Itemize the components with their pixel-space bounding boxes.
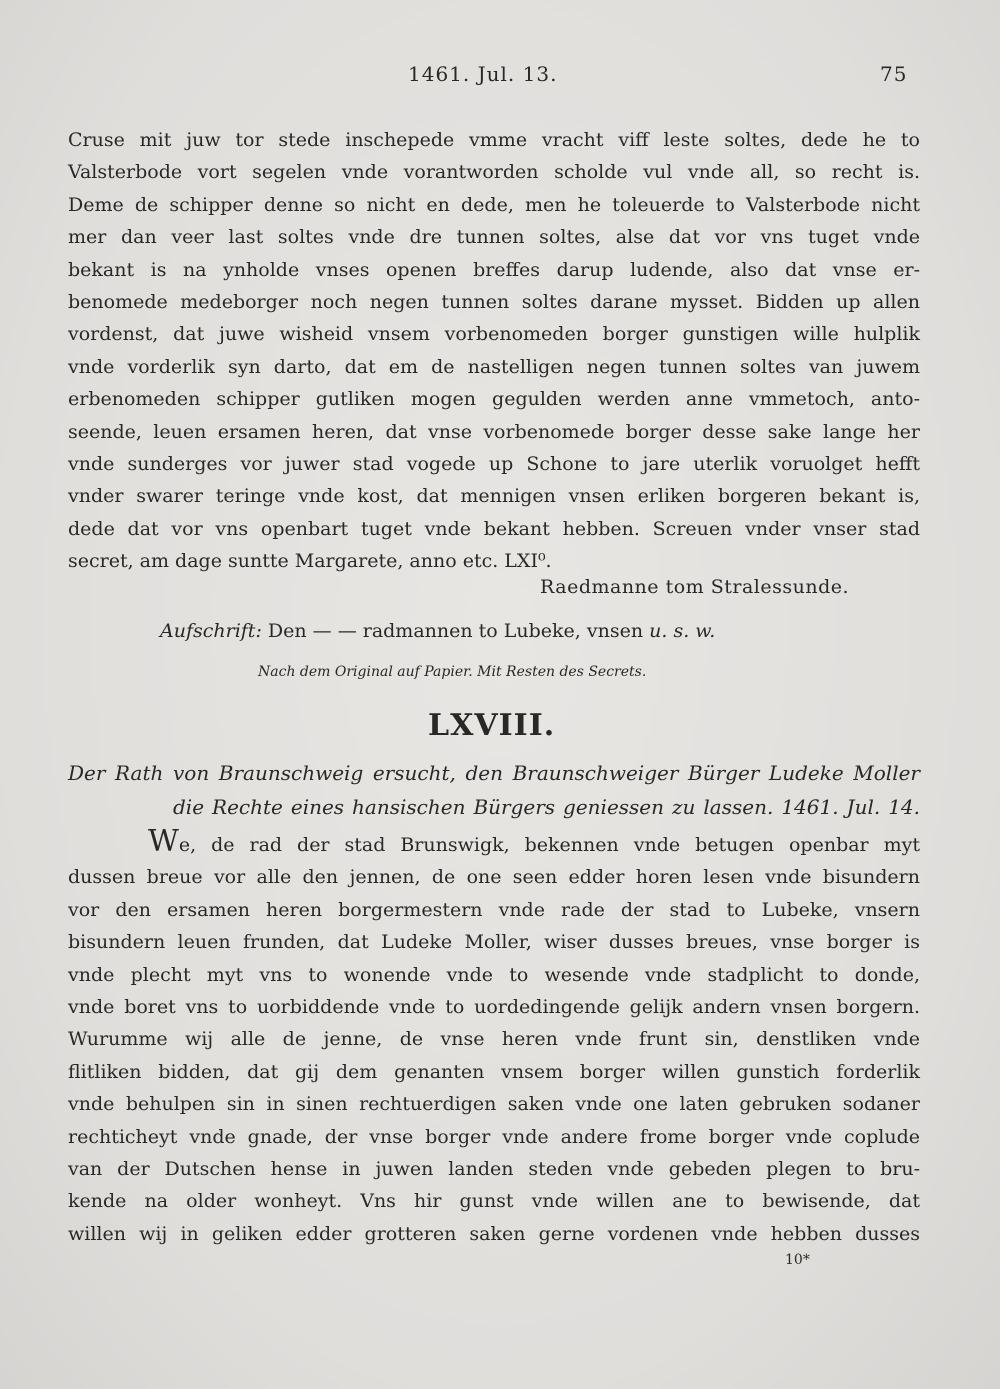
text-line: dede dat vor vns openbart tuget vnde bekant hebben. Screuen vnder vnser stad (68, 517, 920, 540)
text-line: vnde plecht myt vns to wonende vnde to wesende vnde stadplicht to donde, (68, 963, 920, 986)
text-line: willen wij in geliken edder grotteren saken gerne vordenen vnde hebben dusses (68, 1222, 920, 1245)
source-note: Nach dem Original auf Papier. Mit Resten des Secrets. (258, 664, 647, 680)
address-line (160, 620, 715, 642)
document-summary (68, 756, 920, 824)
running-head-date: 1461. Jul. 13. (408, 62, 558, 86)
text-line: Deme de schipper denne so nicht en dede, men he toleuerde to Valsterbode nicht (68, 193, 920, 216)
text-line: rechticheyt vnde gnade, der vnse borger vnde andere frome borger vnde coplude (68, 1125, 920, 1148)
text-line (68, 824, 920, 861)
text-line: bisundern leuen frunden, dat Ludeke Moller, wiser dusses breues, vnse borger is (68, 931, 920, 954)
text-line: vnde boret vns to uorbiddende vnde to uordedingende gelijk andern vnsen borgern. (68, 995, 920, 1018)
text-line: vordenst, dat juwe wisheid vnsem vorbenomeden borger gunstigen wille hulplik (68, 323, 920, 346)
address-abbrev: u. s. w. (649, 620, 716, 642)
sender-signature: Raedmanne tom Stralessunde. (540, 576, 850, 598)
running-head (0, 62, 1000, 92)
page-number: 75 (880, 62, 908, 86)
text-line: vnder swarer teringe vnde kost, dat mennigen vnsen erliken borgeren bekant is, (68, 485, 920, 508)
text-line: mer dan veer last soltes vnde dre tunnen soltes, alse dat vor vns tuget vnde (68, 226, 920, 249)
signature-mark: 10* (785, 1252, 810, 1268)
first-line-text: e, de rad der stad Brunswigk, bekennen vnde betugen openbar myt (178, 834, 920, 856)
text-line: vnde behulpen sin in sinen rechtuerdigen saken vnde one laten gebruken sodaner (68, 1093, 920, 1116)
text-line: vnde vorderlik syn darto, dat em de nastelligen negen tunnen soltes van juwem (68, 355, 920, 378)
text-line: flitliken bidden, dat gij dem genanten vnsem borger willen gunstich forderlik (68, 1060, 920, 1083)
text-line: dussen breue vor alle den jennen, de one seen edder horen lesen vnde bisundern (68, 866, 920, 889)
text-line: seende, leuen ersamen heren, dat vnse vorbenomede borger desse sake lange her (68, 420, 920, 443)
text-line: van der Dutschen hense in juwen landen steden vnde gebeden plegen to bru- (68, 1157, 920, 1180)
initial-letter: W (148, 824, 179, 859)
text-line: Wurumme wij alle de jenne, de vnse heren vnde frunt sin, denstliken vnde (68, 1028, 920, 1051)
address-label: Aufschrift: (160, 620, 262, 642)
summary-line: Der Rath von Braunschweig ersucht, den Braunschweiger Bürger Ludeke Moller (68, 761, 920, 785)
text-line: erbenomeden schipper gutliken mogen gegulden werden anne vmmetoch, anto- (68, 388, 920, 411)
summary-line: die Rechte eines hansischen Bürgers geniessen zu lassen. 1461. Jul. 14. (173, 795, 920, 819)
document-2-text (68, 824, 920, 1250)
text-line: vor den ersamen heren borgermestern vnde rade der stad to Lubeke, vnsern (68, 898, 920, 921)
text-line: Cruse mit juw tor stede inschepede vmme vracht viff leste soltes, dede he to (68, 129, 920, 151)
text-line: vnde sunderges vor juwer stad vogede up Schone to jare uterlik voruolget hefft (68, 452, 920, 475)
text-line: kende na older wonheyt. Vns hir gunst vnde willen ane to bewisende, dat (68, 1190, 920, 1213)
text-line: benomede medeborger noch negen tunnen soltes darane mysset. Bidden up allen (68, 290, 920, 313)
text-line: Valsterbode vort segelen vnde vorantworden scholde vul vnde all, so recht is. (68, 161, 920, 184)
text-line: bekant is na ynholde vnses openen breffes darup ludende, also dat vnse er- (68, 258, 920, 281)
document-number: LXVIII. (428, 708, 556, 743)
text-line: secret, am dage suntte Margarete, anno etc. LXI⁰. (68, 550, 552, 573)
address-text: Den — — radmannen to Lubeke, vnsen (267, 620, 644, 642)
document-1-text (68, 124, 920, 577)
